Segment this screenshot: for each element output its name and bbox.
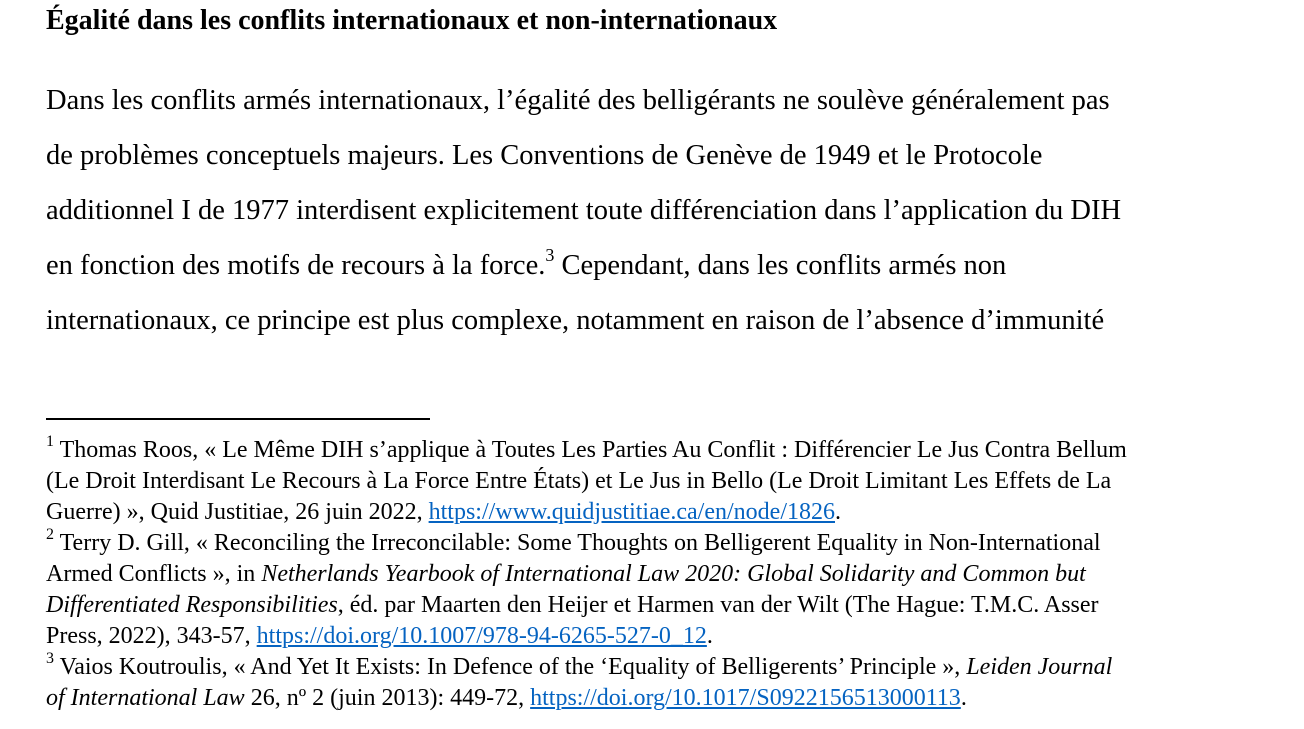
footnote-text: 26, nº 2 (juin 2013): 449-72, (244, 685, 531, 711)
paragraph-line: Dans les conflits armés internationaux, l’égalité des belligérants ne soulève généralement pas (46, 85, 1110, 116)
body-paragraph (46, 73, 1266, 348)
footnote-2 (46, 528, 1266, 559)
footnote-text: Thomas Roos, « Le Même DIH s’applique à Toutes Les Parties Au Conflit : Différencier Le Jus Contra Bellum (54, 437, 1127, 463)
footnote-1-line (46, 497, 1266, 528)
footnote-2-line (46, 621, 1266, 652)
paragraph-text: en fonction des motifs de recours à la force. (46, 250, 546, 281)
footnote-text: Vaios Koutroulis, « And Yet It Exists: In Defence of the ‘Equality of Belligerents’ Principle », (54, 654, 967, 680)
paragraph-line: internationaux, ce principe est plus complexe, notamment en raison de l’absence d’immunité (46, 305, 1105, 336)
footnote-text: . (706, 623, 713, 649)
footnote-text: . (835, 499, 841, 525)
footnote-1 (46, 435, 1266, 466)
footnote-2-line (46, 590, 1266, 621)
footnote-italic-title: Differentiated Responsibilities (46, 592, 338, 618)
footnote-text: Press, 2022), 343-57, (46, 623, 257, 649)
footnote-3-line (46, 683, 1266, 714)
footnote-separator (46, 418, 430, 420)
footnotes-section (46, 435, 1266, 714)
footnote-italic-title: Leiden Journal (966, 654, 1113, 680)
footnote-2-line (46, 559, 1266, 590)
footnote-number: 2 (46, 526, 54, 543)
footnote-number: 1 (46, 433, 54, 450)
footnote-number: 3 (46, 650, 54, 667)
footnote-3-link[interactable]: https://doi.org/10.1017/S0922156513000113 (530, 685, 961, 711)
footnote-text: Terry D. Gill, « Reconciling the Irreconcilable: Some Thoughts on Belligerent Equality in Non-International (54, 530, 1101, 556)
section-heading: Égalité dans les conflits internationaux et non-internationaux (46, 5, 778, 36)
footnote-text: . (960, 685, 967, 711)
paragraph-line (46, 238, 1266, 293)
footnote-italic-title: of International Law (46, 685, 245, 711)
footnote-italic-title: Netherlands Yearbook of International Law 2020: Global Solidarity and Common but (261, 561, 1086, 587)
footnote-1-link[interactable]: https://www.quidjustitiae.ca/en/node/1826 (428, 499, 835, 525)
footnote-1-line: (Le Droit Interdisant Le Recours à La Force Entre États) et Le Jus in Bello (Le Droit Limitant Les Effets de La (46, 468, 1112, 494)
footnote-2-link[interactable]: https://doi.org/10.1007/978-94-6265-527-0_12 (256, 623, 707, 649)
footnote-reference[interactable]: 3 (545, 244, 555, 265)
footnote-text: Guerre) », Quid Justitiae, 26 juin 2022, (46, 499, 429, 525)
footnote-3 (46, 652, 1266, 683)
paragraph-text: Cependant, dans les conflits armés non (554, 250, 1007, 281)
paragraph-line: de problèmes conceptuels majeurs. Les Conventions de Genève de 1949 et le Protocole (46, 140, 1043, 171)
footnote-text: Armed Conflicts », in (46, 561, 262, 587)
footnote-text: , éd. par Maarten den Heijer et Harmen van der Wilt (The Hague: T.M.C. Asser (337, 592, 1099, 618)
paragraph-line: additionnel I de 1977 interdisent explicitement toute différenciation dans l’application du DIH (46, 195, 1122, 226)
